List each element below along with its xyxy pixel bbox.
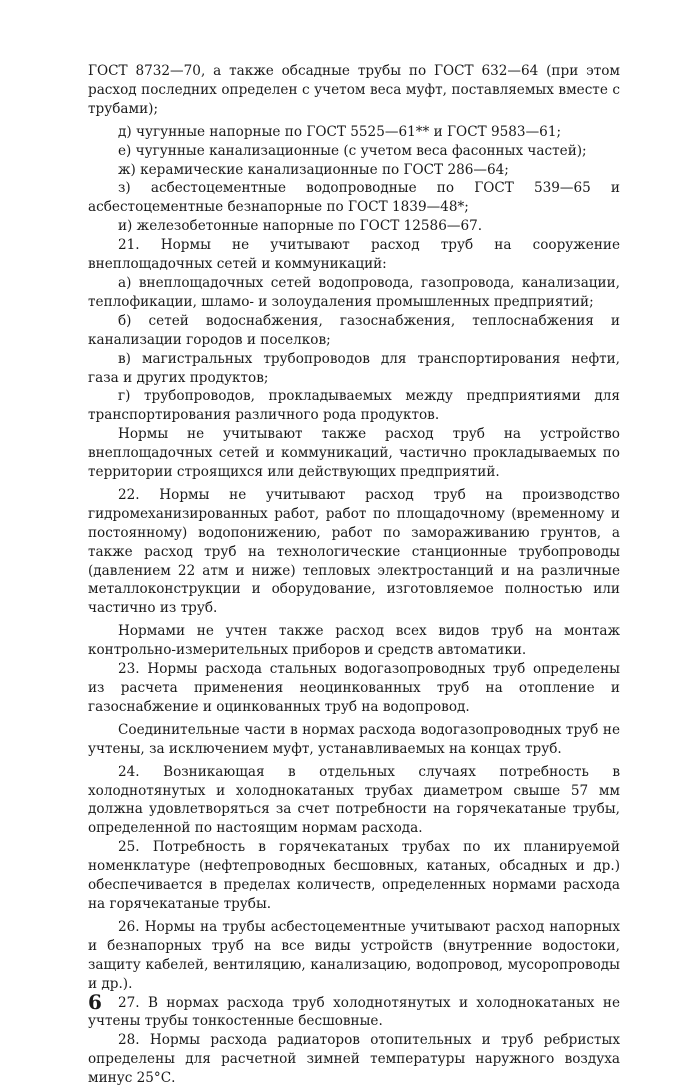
list-item-d: д) чугунные напорные по ГОСТ 5525—61** и ГОСТ 9583—61; xyxy=(118,123,562,140)
clause-23-note: Соединительные части в нормах расхода водогазопроводных труб не учтены, за исключением муфт, устанавливаемых на концах труб. xyxy=(88,721,620,757)
list-item-zh: ж) керамические канализационные по ГОСТ 286—64; xyxy=(118,161,509,178)
clause-24: 24. Возникающая в отдельных случаях потребность в холоднотянутых и холоднокатаных трубах диаметром свыше 57 мм должна удовлетворяться за счет потребности на горячекатаные трубы, определенной по настоящим нормам расхода. xyxy=(88,763,620,837)
clause-22-note: Нормами не учтен также расход всех видов труб на монтаж контрольно-измерительных приборов и средств автоматики. xyxy=(88,623,620,659)
list-item-a: а) внеплощадочных сетей водопровода, газопровода, канализации, теплофикации, шламо- и золоудаления промышленных предприятий; xyxy=(88,274,620,310)
list-item-z: з) асбестоцементные водопроводные по ГОСТ 539—65 и асбестоцементные безнапорные по ГОСТ 1839—48*; xyxy=(88,180,620,216)
list-item-e: е) чугунные канализационные (с учетом веса фасонных частей); xyxy=(118,142,587,159)
list-item-i: и) железобетонные напорные по ГОСТ 12586—67. xyxy=(118,218,483,235)
list-item-v: в) магистральных трубопроводов для транспортирования нефти, газа и других продуктов; xyxy=(88,350,620,386)
clause-21-note: Нормы не учитывают также расход труб на устройство внеплощадочных сетей и коммуникаций, частично прокладываемых по территории строящихся или действующих предприятий. xyxy=(88,426,620,481)
list-item-g: г) трубопроводов, прокладываемых между предприятиями для транспортирования различного рода продуктов. xyxy=(88,388,620,424)
clause-23: 23. Нормы расхода стальных водогазопроводных труб определены из расчета применения неоцинкованных труб на отопление и газоснабжение и оцинкованных труб на водопровод. xyxy=(88,661,620,715)
clause-22: 22. Нормы не учитывают расход труб на производство гидромеханизированных работ, работ по площадочному (временному и постоянному) водопонижению, работ по замораживанию грунтов, а также расход труб на технологические станционные трубопроводы (давлением 22 атм и ниже) тепловых электростанций и на различные металлоконструкции и оборудование, изготовляемое полностью или частично из труб. xyxy=(88,486,620,617)
clause-21: 21. Нормы не учитывают расход труб на сооружение внеплощадочных сетей и коммуникаций: xyxy=(88,237,620,273)
page-number: 6 xyxy=(88,990,102,1014)
list-item-b: б) сетей водоснабжения, газоснабжения, теплоснабжения и канализации городов и поселков; xyxy=(88,312,620,348)
clause-25: 25. Потребность в горячекатаных трубах по их планируемой номенклатуре (нефтепроводных бесшовных, катаных, обсадных и др.) обеспечивается в пределах количеств, определенных нормами расхода на горячекатаные трубы. xyxy=(88,839,620,912)
clause-26: 26. Нормы на трубы асбестоцементные учитывают расход напорных и безнапорных труб на все виды устройств (внутренние водостоки, защиту кабелей, вентиляцию, канализацию, водопровод, мусоропроводы и др.). xyxy=(88,918,620,992)
body-text xyxy=(88,62,620,1088)
clause-27: 27. В нормах расхода труб холоднотянутых и холоднокатаных не учтены трубы тонкостенные бесшовные. xyxy=(88,994,620,1030)
paragraph-gost-continuation: ГОСТ 8732—70, а также обсадные трубы по ГОСТ 632—64 (при этом расход последних определен с учетом веса муфт, поставляемых вместе с трубами); xyxy=(88,63,620,117)
clause-28: 28. Нормы расхода радиаторов отопительных и труб ребристых определены для расчетной зимней температуры наружного воздуха минус 25°С. xyxy=(88,1032,620,1087)
